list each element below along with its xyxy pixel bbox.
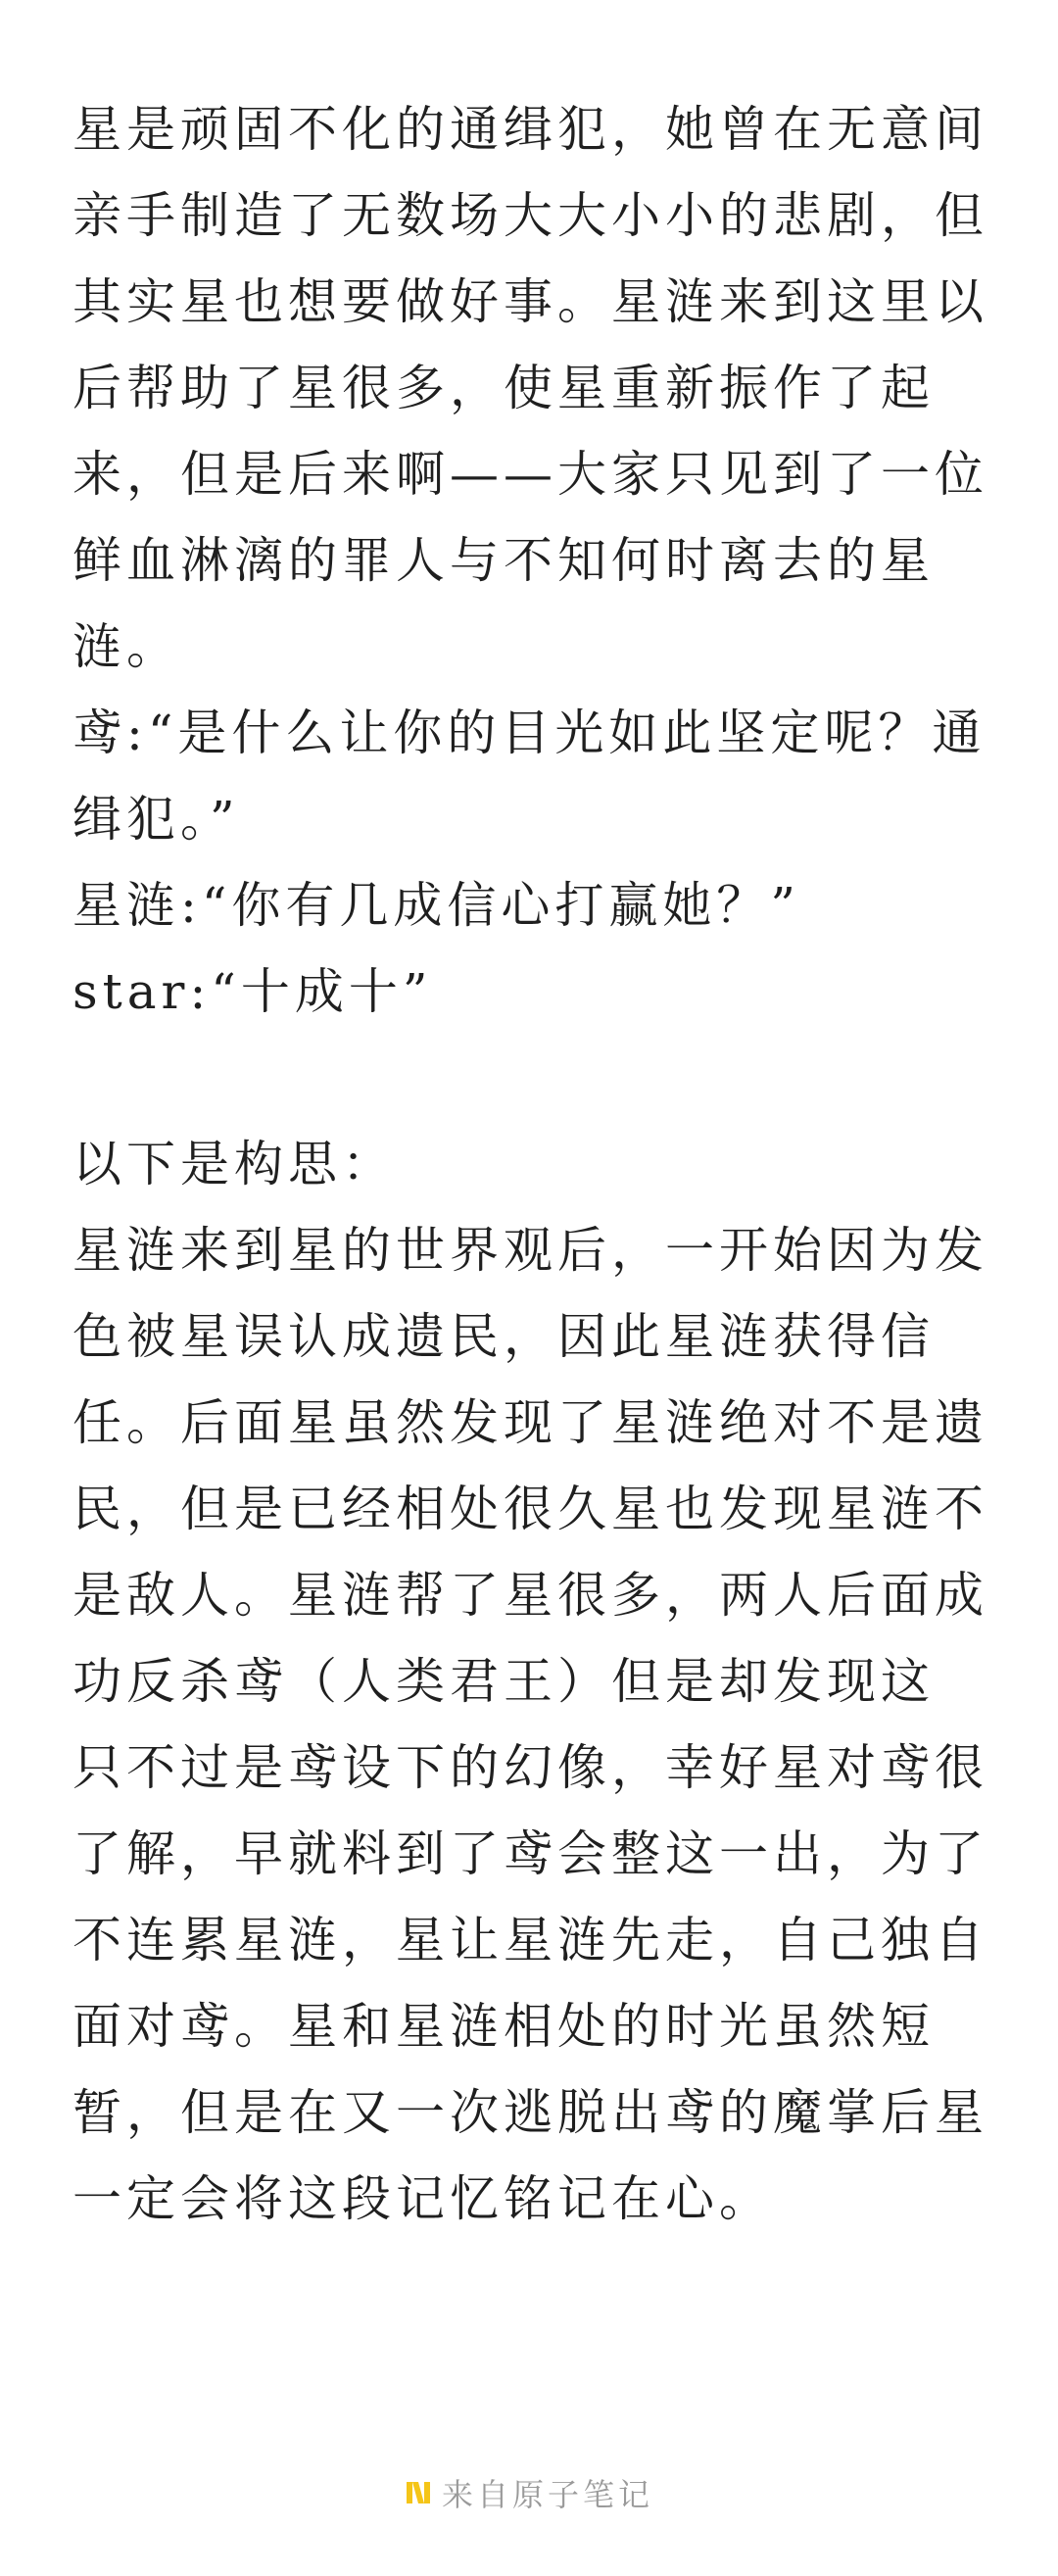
dialogue-line: star:“十成十” xyxy=(72,963,433,1020)
text-line: 涟。 xyxy=(72,618,180,675)
dialogue-line: 星涟:“你有几成信心打赢她？” xyxy=(72,877,800,934)
atom-note-logo-icon xyxy=(405,2479,432,2506)
text-line: 暂，但是在又一次逃脱出鸢的魔掌后星 xyxy=(72,2084,988,2141)
blank-line xyxy=(72,1035,986,1121)
text-line: 任。后面星虽然发现了星涟绝对不是遗 xyxy=(72,1394,988,1451)
text-line: 一定会将这段记忆铭记在心。 xyxy=(72,2170,773,2227)
footer-attribution xyxy=(0,2473,1058,2512)
text-line: 只不过是鸢设下的幻像，幸好星对鸢很 xyxy=(72,1739,988,1796)
dialogue-line: 鸢:“是什么让你的目光如此坚定呢？通 xyxy=(72,705,986,761)
text-line: 亲手制造了无数场大大小小的悲剧，但 xyxy=(72,187,988,244)
text-line: 来，但是后来啊——大家只见到了一位 xyxy=(72,446,988,503)
text-line: 不连累星涟，星让星涟先走，自己独自 xyxy=(72,1912,988,1968)
text-line: 是敌人。星涟帮了星很多，两人后面成 xyxy=(72,1567,988,1624)
text-line: 功反杀鸢（人类君王）但是却发现这 xyxy=(72,1653,935,1710)
dialogue-line: 缉犯。” xyxy=(72,791,240,848)
text-line: 色被星误认成遗民，因此星涟获得信 xyxy=(72,1308,935,1365)
text-line: 其实星也想要做好事。星涟来到这里以 xyxy=(72,273,988,330)
text-line: 后帮助了星很多，使星重新振作了起 xyxy=(72,360,935,416)
text-line: 星是顽固不化的通缉犯，她曾在无意间 xyxy=(72,101,988,158)
text-line: 面对鸢。星和星涟相处的时光虽然短 xyxy=(72,1998,935,2055)
section-heading: 以下是构思： xyxy=(72,1136,396,1192)
note-content xyxy=(72,86,986,2242)
footer-text: 来自原子笔记 xyxy=(441,2476,653,2513)
text-line: 鲜血淋漓的罪人与不知何时离去的星 xyxy=(72,532,935,589)
text-line: 民，但是已经相处很久星也发现星涟不 xyxy=(72,1481,988,1537)
text-line: 了解，早就料到了鸢会整这一出，为了 xyxy=(72,1825,988,1882)
text-line: 星涟来到星的世界观后，一开始因为发 xyxy=(72,1222,988,1279)
